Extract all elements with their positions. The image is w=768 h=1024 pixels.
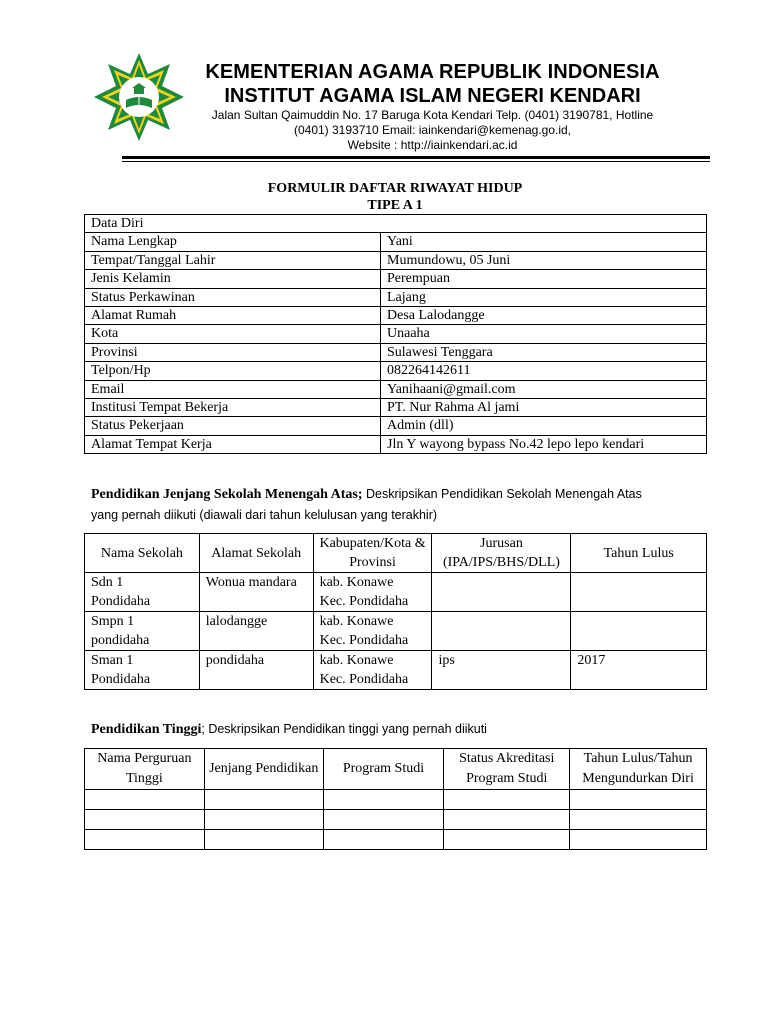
cell-line: Pondidaha [91, 594, 151, 609]
section-sma-heading: Pendidikan Jenjang Sekolah Menengah Atas; [91, 487, 363, 502]
table-row [85, 215, 707, 233]
cell-line: Smpn 1 [91, 614, 135, 629]
section-header: Data Diri [85, 215, 707, 233]
empty-cell [85, 810, 205, 830]
school-history-table [84, 533, 707, 690]
school-name-cell [85, 612, 200, 651]
section-sma-desc: Deskripsikan Pendidikan Sekolah Menengah Atas [362, 487, 642, 501]
empty-cell [570, 790, 707, 810]
table-row [85, 612, 707, 651]
cell-line: Kec. Pondidaha [319, 633, 409, 648]
field-label: Tempat/Tanggal Lahir [85, 251, 381, 269]
year-cell [571, 573, 707, 612]
field-label: Jenis Kelamin [85, 270, 381, 288]
field-label: Provinsi [85, 343, 381, 361]
website-line: Website : http://iainkendari.ac.id [347, 138, 518, 152]
region-cell [313, 612, 432, 651]
cell-line: Sdn 1 [91, 575, 124, 590]
table-row [85, 362, 707, 380]
column-header: Tahun Lulus/Tahun Mengundurkan Diri [570, 749, 707, 790]
field-label: Nama Lengkap [85, 233, 381, 251]
empty-cell [444, 790, 570, 810]
empty-cell [570, 810, 707, 830]
field-value: Jln Y wayong bypass No.42 lepo lepo kendari [381, 435, 707, 453]
section-sma-desc-2: yang pernah diikuti (diawali dari tahun kelulusan yang terakhir) [91, 508, 438, 522]
field-label: Email [85, 380, 381, 398]
empty-cell [444, 830, 570, 850]
cell-line: kab. Konawe [319, 575, 394, 590]
table-row [85, 270, 707, 288]
cell-line: kab. Konawe [319, 653, 394, 668]
table-header-row [85, 749, 707, 790]
column-header: Nama Perguruan Tinggi [85, 749, 205, 790]
column-header: Alamat Sekolah [199, 534, 313, 573]
higher-education-table [84, 748, 707, 850]
contact-line: (0401) 3193710 Email: iainkendari@kemenag.go.id, [293, 123, 572, 137]
field-value: 082264142611 [381, 362, 707, 380]
form-title-type: TIPE A 1 [367, 198, 423, 213]
empty-cell [204, 790, 323, 810]
empty-cell [323, 790, 444, 810]
field-value: Yani [381, 233, 707, 251]
cell-line: Pondidaha [91, 672, 151, 687]
section-pt-description [91, 719, 691, 740]
field-label: Kota [85, 325, 381, 343]
section-pt-heading: Pendidikan Tinggi [91, 722, 202, 737]
field-label: Alamat Rumah [85, 306, 381, 324]
field-label: Institusi Tempat Bekerja [85, 398, 381, 416]
field-value: Desa Lalodangge [381, 306, 707, 324]
school-address-cell: Wonua mandara [199, 573, 313, 612]
region-cell [313, 651, 432, 690]
column-header: Jurusan (IPA/IPS/BHS/DLL) [432, 534, 571, 573]
table-row [85, 790, 707, 810]
year-cell: 2017 [571, 651, 707, 690]
major-cell: ips [432, 651, 571, 690]
section-pt-desc: ; Deskripsikan Pendidikan tinggi yang pernah diikuti [201, 722, 487, 736]
field-label: Status Perkawinan [85, 288, 381, 306]
column-header: Jenjang Pendidikan [204, 749, 323, 790]
field-value: Sulawesi Tenggara [381, 343, 707, 361]
table-row [85, 573, 707, 612]
field-value: Perempuan [381, 270, 707, 288]
major-cell [432, 612, 571, 651]
major-cell [432, 573, 571, 612]
table-row [85, 810, 707, 830]
column-header: Nama Sekolah [85, 534, 200, 573]
table-row [85, 380, 707, 398]
field-value: PT. Nur Rahma Al jami [381, 398, 707, 416]
empty-cell [204, 810, 323, 830]
ministry-name: KEMENTERIAN AGAMA REPUBLIK INDONESIA [205, 61, 660, 83]
year-cell [571, 612, 707, 651]
school-name-cell [85, 573, 200, 612]
field-value: Admin (dll) [381, 417, 707, 435]
column-header: Tahun Lulus [571, 534, 707, 573]
cell-line: pondidaha [91, 633, 150, 648]
field-value: Yanihaani@gmail.com [381, 380, 707, 398]
institute-name: INSTITUT AGAMA ISLAM NEGERI KENDARI [224, 85, 641, 107]
form-title-main: FORMULIR DAFTAR RIWAYAT HIDUP [267, 181, 523, 196]
empty-cell [204, 830, 323, 850]
field-value: Lajang [381, 288, 707, 306]
table-row [85, 288, 707, 306]
empty-cell [85, 830, 205, 850]
field-label: Alamat Tempat Kerja [85, 435, 381, 453]
school-address-cell: pondidaha [199, 651, 313, 690]
table-row [85, 651, 707, 690]
table-row [85, 251, 707, 269]
table-row [85, 398, 707, 416]
personal-data-table [84, 214, 707, 454]
empty-cell [85, 790, 205, 810]
empty-cell [570, 830, 707, 850]
table-row [85, 830, 707, 850]
column-header: Status Akreditasi Program Studi [444, 749, 570, 790]
iain-kendari-logo-icon [84, 50, 194, 144]
table-header-row [85, 534, 707, 573]
field-label: Telpon/Hp [85, 362, 381, 380]
table-row [85, 417, 707, 435]
region-cell [313, 573, 432, 612]
table-row [85, 325, 707, 343]
table-row [85, 435, 707, 453]
letterhead-rule-thin [122, 161, 710, 162]
school-address-cell: lalodangge [199, 612, 313, 651]
form-title [84, 180, 706, 214]
letterhead-rule-thick [122, 156, 710, 159]
column-header: Kabupaten/Kota & Provinsi [313, 534, 432, 573]
school-name-cell [85, 651, 200, 690]
field-label: Status Pekerjaan [85, 417, 381, 435]
table-row [85, 233, 707, 251]
cell-line: Kec. Pondidaha [319, 594, 409, 609]
cell-line: kab. Konawe [319, 614, 394, 629]
address-line: Jalan Sultan Qaimuddin No. 17 Baruga Kota Kendari Telp. (0401) 3190781, Hotline [211, 108, 654, 122]
empty-cell [444, 810, 570, 830]
field-value: Mumundowu, 05 Juni [381, 251, 707, 269]
field-value: Unaaha [381, 325, 707, 343]
empty-cell [323, 810, 444, 830]
cell-line: Kec. Pondidaha [319, 672, 409, 687]
cell-line: Sman 1 [91, 653, 134, 668]
table-row [85, 306, 707, 324]
table-row [85, 343, 707, 361]
letterhead [195, 60, 670, 153]
section-sma-description [91, 484, 691, 525]
empty-cell [323, 830, 444, 850]
column-header: Program Studi [323, 749, 444, 790]
